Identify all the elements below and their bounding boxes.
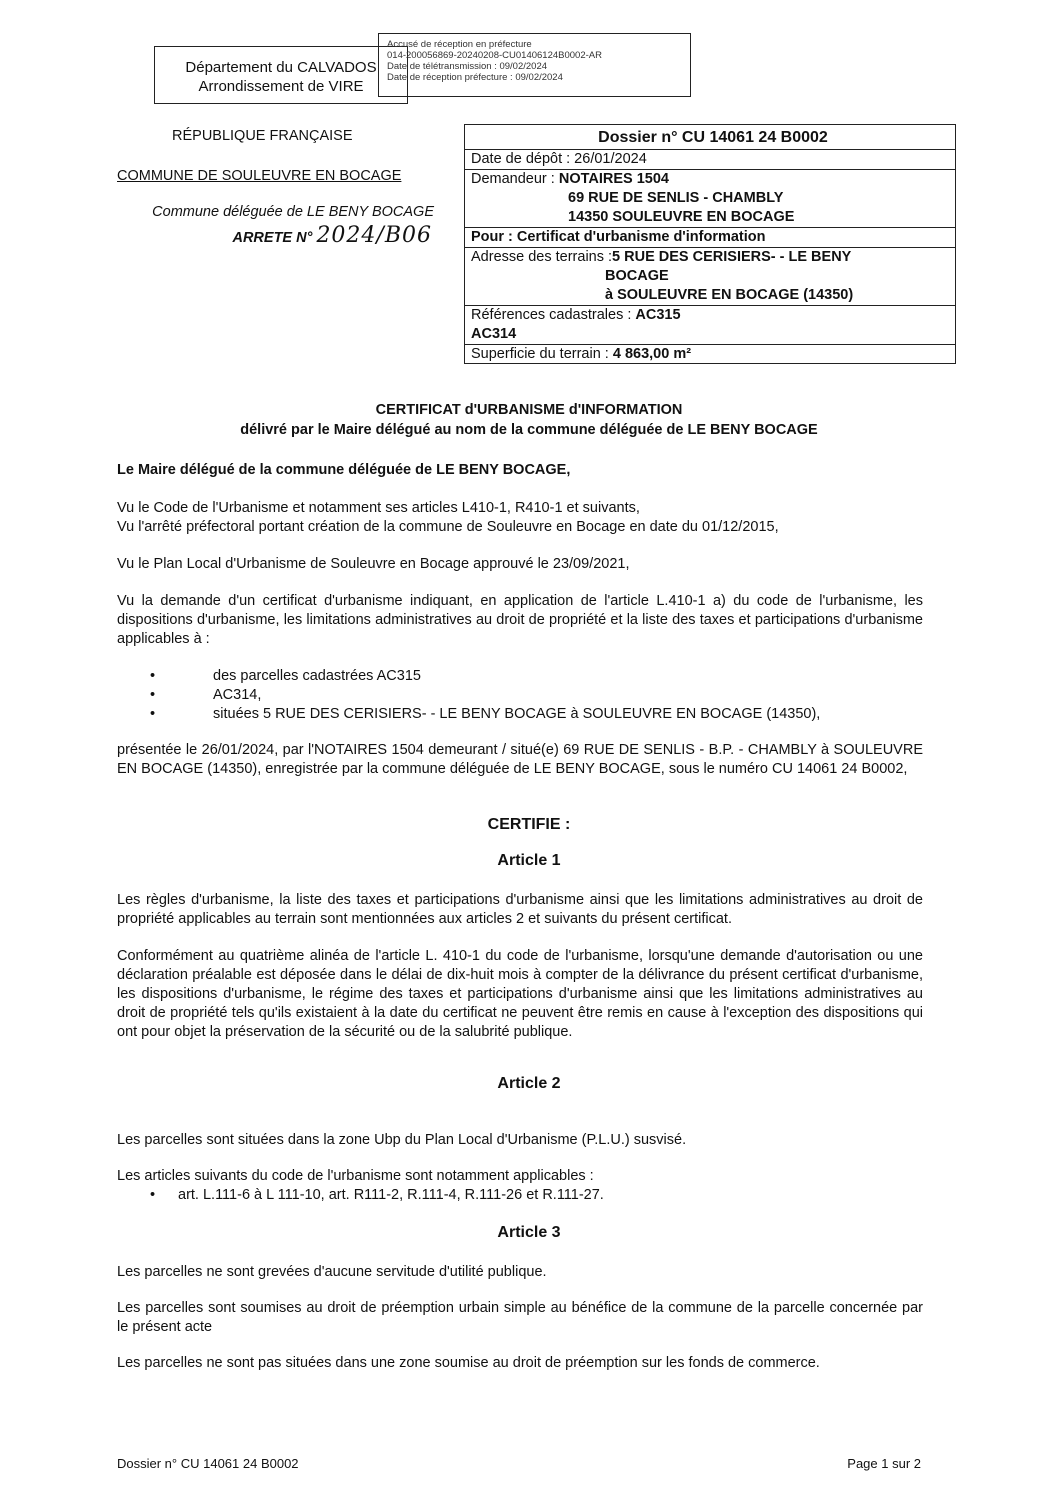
arrete-handwritten-number: 2024/B06 xyxy=(316,223,432,248)
adresse-block xyxy=(465,248,955,306)
adresse-line-2: BOCAGE xyxy=(605,268,669,284)
maire-line: Le Maire délégué de la commune déléguée de LE BENY BOCAGE, xyxy=(117,462,571,478)
republique-heading: RÉPUBLIQUE FRANÇAISE xyxy=(172,128,353,144)
demandeur-address-1: 69 RUE DE SENLIS - CHAMBLY xyxy=(568,190,784,206)
certifie-heading: CERTIFIE : xyxy=(487,816,571,833)
references-2: AC314 xyxy=(471,326,517,342)
presentee-paragraph: présentée le 26/01/2024, par l'NOTAIRES 1504 demeurant / situé(e) 69 RUE DE SENLIS - B.P. - CHAMBLY à SOULEUVRE EN BOCAGE (14350), enregistrée par la commune déléguée de LE BENY BOCAGE, sous le numéro CU 14061 24 B0002, xyxy=(117,742,923,777)
commune-heading: COMMUNE DE SOULEUVRE EN BOCAGE xyxy=(117,168,402,184)
article-2-paragraph-1: Les parcelles sont situées dans la zone Ubp du Plan Local d'Urbanisme (P.L.U.) susvisé. xyxy=(117,1132,687,1148)
article-1-paragraph-2: Conformément au quatrième alinéa de l'article L. 410-1 du code de l'urbanisme, lorsqu'une demande d'autorisation ou une déclaration préalable est déposée dans le délai de dix-huit mois à compter de la délivrance du présent certificat d'urbanisme, les dispositions d'urbanisme, le régime des taxes et participations d'urbanisme ainsi que les limitations administratives au droit de propriété tels qu'ils existaient à la date du certificat ne peuvent être remis en cause à l'exception des dispositions qui ont pour objet la préservation de la sécurité ou de la salubrité publique. xyxy=(117,948,923,1040)
article-3-paragraph-2: Les parcelles sont soumises au droit de préemption urbain simple au bénéfice de la commune de la parcelle concernée par le présent acte xyxy=(117,1300,923,1335)
superficie-value: 4 863,00 m² xyxy=(612,346,692,362)
footer-page-number: Page 1 sur 2 xyxy=(847,1456,921,1471)
dossier-title: Dossier n° CU 14061 24 B0002 xyxy=(465,125,955,150)
departement-text: Département du CALVADOS xyxy=(185,59,377,76)
references-label: Références cadastrales : xyxy=(471,307,636,323)
adresse-line-1: 5 RUE DES CERISIERS- - LE BENY xyxy=(612,249,852,265)
bullet-parcelle-2: AC314, xyxy=(213,687,262,703)
article-3-title: Article 3 xyxy=(497,1224,561,1241)
stamp-line-1: Accusé de réception en préfecture xyxy=(387,39,532,50)
arrete-number xyxy=(112,223,432,248)
date-depot: Date de dépôt : 26/01/2024 xyxy=(465,150,955,170)
certificat-subtitle: délivré par le Maire délégué au nom de la commune déléguée de LE BENY BOCAGE xyxy=(240,422,818,438)
article-2-title: Article 2 xyxy=(497,1075,561,1092)
stamp-line-4: Date de réception préfecture : 09/02/2024 xyxy=(387,72,563,83)
superficie-label: Superficie du terrain : xyxy=(471,346,613,362)
bullet-parcelle-1: des parcelles cadastrées AC315 xyxy=(213,668,421,684)
stamp-line-3: Date de télétransmission : 09/02/2024 xyxy=(387,61,548,72)
arrondissement-text: Arrondissement de VIRE xyxy=(198,78,364,95)
article-2-bullet: art. L.111-6 à L 111-10, art. R111-2, R.111-4, R.111-26 et R.111-27. xyxy=(178,1187,604,1203)
prefecture-stamp xyxy=(378,33,691,97)
article-1-paragraph-1: Les règles d'urbanisme, la liste des taxes et participations d'urbanisme ainsi que les limitations administratives au droit de propriété applicables au terrain sont mentionnées aux articles 2 et suivants du présent certificat. xyxy=(117,892,923,927)
vu-demande: Vu la demande d'un certificat d'urbanisme indiquant, en application de l'article L.410-1 a) du code de l'urbanisme, les dispositions d'urbanisme, les limitations administratives au droit de propriété et la liste des taxes et participations d'urbanisme applicables à : xyxy=(117,593,923,647)
article-2-paragraph-2: Les articles suivants du code de l'urbanisme sont notamment applicables : xyxy=(117,1168,594,1184)
superficie xyxy=(465,345,955,364)
bullet-situation: situées 5 RUE DES CERISIERS- - LE BENY BOCAGE à SOULEUVRE EN BOCAGE (14350), xyxy=(213,706,821,722)
vu-arrete: Vu l'arrêté préfectoral portant création de la commune de Souleuvre en Bocage en date du 01/12/2015, xyxy=(117,519,779,535)
article-3-paragraph-1: Les parcelles ne sont grevées d'aucune servitude d'utilité publique. xyxy=(117,1264,547,1280)
adresse-line-3: à SOULEUVRE EN BOCAGE (14350) xyxy=(605,287,854,303)
adresse-label: Adresse des terrains : xyxy=(471,249,613,265)
stamp-line-2: 014-200056869-20240208-CU01406124B0002-AR xyxy=(387,50,602,61)
article-1-title: Article 1 xyxy=(497,852,561,869)
pour-text: Pour : Certificat d'urbanisme d'information xyxy=(465,228,955,248)
article-3-paragraph-3: Les parcelles ne sont pas situées dans une zone soumise au droit de préemption sur les fonds de commerce. xyxy=(117,1355,820,1371)
demandeur-label: Demandeur : xyxy=(471,171,559,187)
certificat-title: CERTIFICAT d'URBANISME d'INFORMATION xyxy=(375,402,683,418)
commune-deleguee: Commune déléguée de LE BENY BOCAGE xyxy=(152,204,434,220)
dossier-box xyxy=(464,124,956,364)
footer-dossier: Dossier n° CU 14061 24 B0002 xyxy=(117,1456,299,1471)
demandeur-block xyxy=(465,170,955,228)
vu-plu: Vu le Plan Local d'Urbanisme de Souleuvre en Bocage approuvé le 23/09/2021, xyxy=(117,556,630,572)
demandeur-name: NOTAIRES 1504 xyxy=(558,171,669,187)
vu-code: Vu le Code de l'Urbanisme et notamment ses articles L410-1, R410-1 et suivants, xyxy=(117,500,640,516)
references-block xyxy=(465,306,955,345)
references-1: AC315 xyxy=(635,307,681,323)
arrete-label: ARRETE N° xyxy=(232,230,313,246)
demandeur-address-2: 14350 SOULEUVRE EN BOCAGE xyxy=(568,209,795,225)
department-box xyxy=(154,46,408,104)
